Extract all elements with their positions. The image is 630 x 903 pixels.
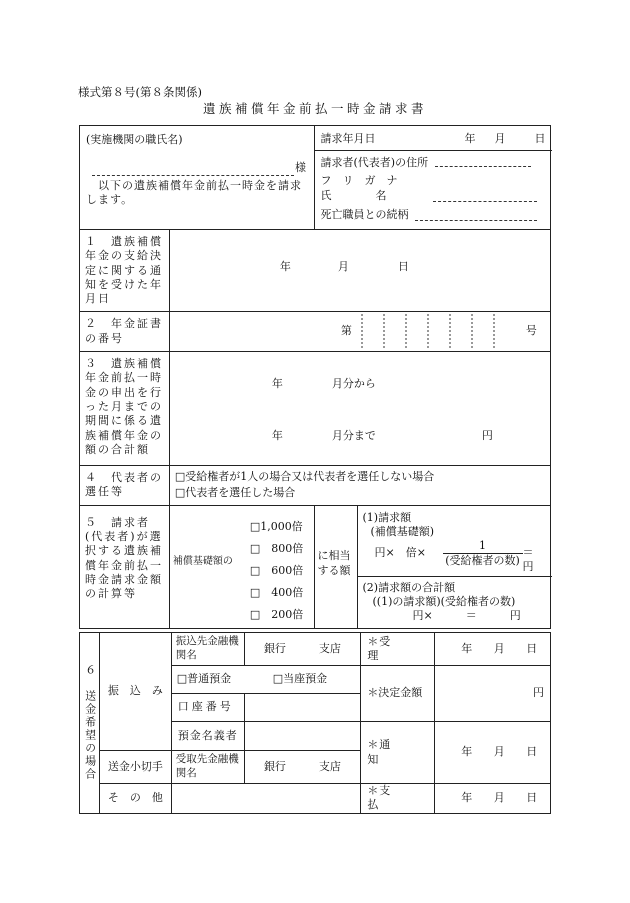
deposit-current[interactable]: □当座預金 bbox=[272, 672, 328, 686]
row3-label: ３ 遺族補償年金前払一時金の申出を行った月までの期間に係る遺族補償年金の額の合計額 bbox=[85, 357, 163, 456]
claim-table: (実施機関の職氏名) 様 以下の遺族補償年金前払一時金を請求します。 請求年月日 年 月 日 請求者(代表者)の住所 フ リ ガ ナ 氏 名 死亡職員との続柄 １ 遺族補償年金の支給決定に関する通知を受けた年月日 年 月 日 ２ 年金証書の番号 第 号 ３ 遺族補償年金前払一時金の申出を行った月までの期間に係る遺族補償年金の額の合計額 年 月分から 年 月分まで 円 ４ 代表者の選任等 □受給権者が1人の場合又は代表者を選任しない場合 □代表者を選任した場合 ５ 請求者(代表者)が選択する遺族補償年金前払一時金請求金額の計算等 補償基礎額の □1,000倍 □ 800倍 □ 600倍 □ 400倍 □ 200倍 に相当する額 (1)請求額 (補償基礎額) 円× 倍× 1 (受給権者の数) ＝ 円 (2)請求額の合計額 ((1)の請求額)(受給権者の数) 円× ＝ 円 bbox=[79, 125, 551, 629]
account-value[interactable] bbox=[244, 694, 361, 722]
row1-label: １ 遺族補償年金の支給決定に関する通知を受けた年月日 bbox=[85, 235, 163, 306]
name-line[interactable] bbox=[433, 201, 537, 202]
multiplier-1000[interactable]: □1,000倍 bbox=[249, 519, 303, 533]
decided-label: ＊決定金額 bbox=[361, 666, 435, 722]
check-bank-label: 受取先金融機関名 bbox=[171, 751, 244, 784]
base-label: 補償基礎額の bbox=[172, 555, 233, 567]
other-value[interactable] bbox=[171, 784, 361, 814]
section6-label: ６ 送金希望の場合 bbox=[80, 633, 100, 814]
option-representative[interactable]: □代表者を選任した場合 bbox=[174, 486, 296, 500]
form-number: 様式第８号(第８条関係) bbox=[78, 85, 202, 99]
org-label: (実施機関の職氏名) bbox=[86, 133, 183, 146]
row1-value[interactable]: 年 月 日 bbox=[169, 230, 550, 312]
notified-label: ＊通 知 bbox=[361, 722, 435, 784]
multiplier-600[interactable]: □ 600倍 bbox=[249, 563, 304, 577]
certificate-number-boxes[interactable] bbox=[356, 314, 516, 348]
check-bank-value[interactable]: 銀行 支店 bbox=[244, 751, 361, 784]
deposit-ordinary[interactable]: □普通預金 bbox=[176, 672, 232, 686]
equiv-label: に相当する額 bbox=[317, 548, 351, 578]
form-title: 遺族補償年金前払一時金請求書 bbox=[202, 101, 427, 116]
received-label: ＊受 理 bbox=[361, 633, 435, 666]
bank-label: 振込先金融機関名 bbox=[171, 633, 244, 666]
bank-value[interactable]: 銀行 支店 bbox=[244, 633, 361, 666]
name-label: 氏 名 bbox=[320, 189, 387, 202]
holder-value[interactable] bbox=[244, 722, 361, 751]
request-text: 以下の遺族補償年金前払一時金を請求します。 bbox=[86, 179, 302, 207]
decided-amount[interactable]: 円 bbox=[435, 666, 551, 722]
check-label: 送金小切手 bbox=[99, 751, 171, 784]
other-label: そ の 他 bbox=[99, 784, 171, 814]
multiplier-400[interactable]: □ 400倍 bbox=[249, 585, 304, 599]
relation-line[interactable] bbox=[415, 220, 537, 221]
row4-options bbox=[169, 466, 550, 506]
multiplier-200[interactable]: □ 200倍 bbox=[249, 607, 304, 621]
row3-value[interactable]: 年 月分から 年 月分まで 円 bbox=[169, 352, 550, 466]
remittance-table bbox=[79, 632, 551, 814]
notified-date[interactable]: 年 月 日 bbox=[435, 722, 551, 784]
option-single-recipient[interactable]: □受給権者が1人の場合又は代表者を選任しない場合 bbox=[174, 470, 435, 484]
transfer-label: 振 込 み bbox=[99, 633, 171, 751]
addressee-cell bbox=[80, 126, 315, 230]
address-line[interactable] bbox=[435, 166, 531, 167]
furigana-label: フ リ ガ ナ bbox=[320, 174, 398, 187]
multiplier-800[interactable]: □ 800倍 bbox=[249, 541, 304, 555]
total-title: (2)請求額の合計額 bbox=[362, 580, 456, 594]
claim-title: (1)請求額 bbox=[362, 510, 412, 524]
relation-label: 死亡職員との続柄 bbox=[320, 208, 409, 221]
request-date-label: 請求年月日 bbox=[320, 132, 376, 145]
org-name-line[interactable] bbox=[92, 163, 294, 176]
paid-label: ＊支 払 bbox=[361, 784, 435, 814]
requester-cell: 請求年月日 年 月 日 請求者(代表者)の住所 フ リ ガ ナ 氏 名 死亡職員との続柄 bbox=[314, 126, 550, 230]
address-label: 請求者(代表者)の住所 bbox=[320, 156, 429, 169]
paid-date[interactable]: 年 月 日 bbox=[435, 784, 551, 814]
row2-value[interactable]: 第 号 bbox=[169, 312, 550, 352]
holder-label: 預金名義者 bbox=[171, 722, 244, 751]
row5-label: ５ 請求者(代表者)が選択する遺族補償年金前払一時金請求金額の計算等 bbox=[85, 515, 163, 601]
deposit-type bbox=[171, 666, 361, 694]
row2-label: ２ 年金証書の番号 bbox=[85, 317, 163, 345]
row4-label: ４ 代表者の選任等 bbox=[85, 471, 163, 499]
account-label: 口座番号 bbox=[171, 694, 244, 722]
received-date[interactable]: 年 月 日 bbox=[435, 633, 551, 666]
sama-label: 様 bbox=[295, 161, 306, 174]
